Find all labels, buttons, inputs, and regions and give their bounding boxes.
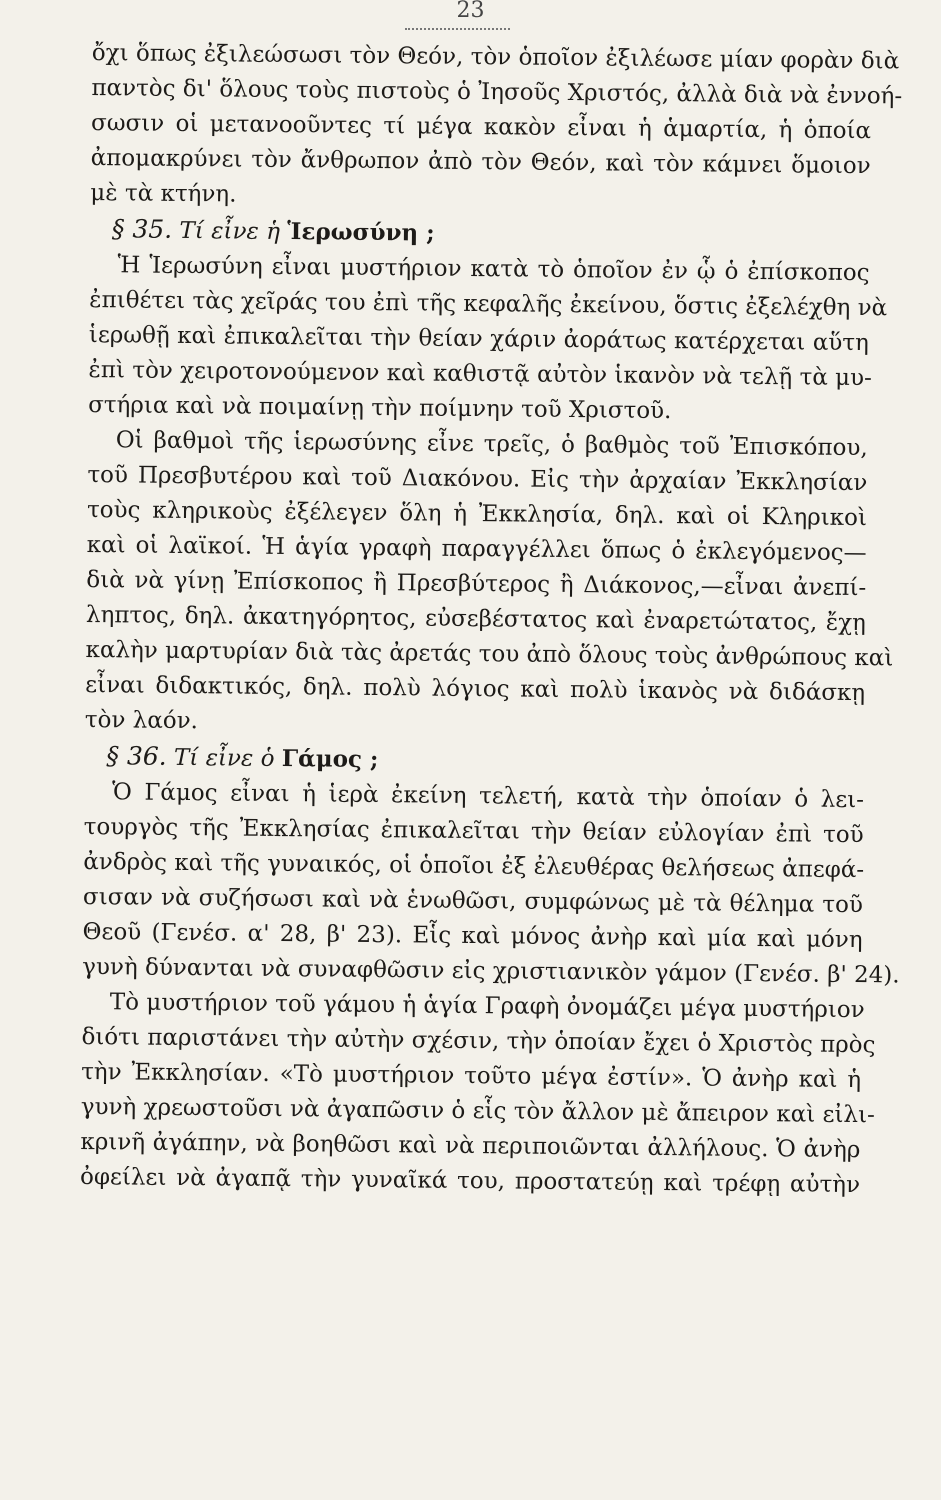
- text-line: ἱερωθῇ καὶ ἐπικαλεῖται τὴν θείαν χάριν ἀοράτως κατέρχεται αὕτη: [88, 321, 869, 357]
- text-line: ἐπὶ τὸν χειροτονούμενον καὶ καθιστᾷ αὐτὸν ἱκανὸν νὰ τελῇ τὰ μυ-: [88, 356, 872, 392]
- text-line: ἀπομακρύνει τὸν ἄνθρωπον ἀπὸ τὸν Θεόν, καὶ τὸν κάμνει ὅμοιον: [90, 144, 871, 180]
- text-line: κρινῆ ἀγάπην, νὰ βοηθῶσι καὶ νὰ περιποιῶνται ἀλλήλους. Ὁ ἀνὴρ: [80, 1128, 861, 1164]
- text-line: τοῦ Πρεσβυτέρου καὶ τοῦ Διακόνου. Εἰς τὴν ἀρχαίαν Ἐκκλησίαν: [87, 461, 868, 497]
- text-line: σισαν νὰ συζήσωσι καὶ νὰ ἑνωθῶσι, συμφώνως μὲ τὰ θέλημα τοῦ: [82, 883, 864, 919]
- text-line: ὀφείλει νὰ ἀγαπᾷ τὴν γυναῖκά του, προστατεύῃ καὶ τρέφῃ αὐτὴν: [79, 1163, 861, 1199]
- section-number: § 35.: [111, 214, 173, 244]
- text-line: γυνὴ χρεωστοῦσι νὰ ἀγαπῶσιν ὁ εἷς τὸν ἄλλον μὲ ἄπειρον καὶ εἰλι-: [80, 1093, 875, 1129]
- section-topic: Ἱερωσύνη ;: [287, 218, 435, 247]
- text-line: Τὸ μυστήριον τοῦ γάμου ἡ ἁγία Γραφὴ ὀνομάζει μέγα μυστήριον: [109, 989, 865, 1024]
- text-line: παντὸς δι' ὅλους τοὺς πιστοὺς ὁ Ἰησοῦς Χριστός, ἀλλὰ διὰ νὰ ἐννοή-: [91, 74, 903, 110]
- text-line: ληπτος, δηλ. ἀκατηγόρητος, εὐσεβέστατος καὶ ἐναρετώτατος, ἔχῃ: [85, 601, 867, 637]
- text-line: Θεοῦ (Γενέσ. α' 28, β' 23). Εἷς καὶ μόνος ἀνὴρ καὶ μία καὶ μόνη: [82, 918, 863, 954]
- text-line: γυνὴ δύνανται νὰ συναφθῶσιν εἰς χριστιανικὸν γάμον (Γενέσ. β' 24).: [82, 953, 900, 989]
- text-line: τουργὸς τῆς Ἐκκλησίας ἐπικαλεῖται τὴν θείαν εὐλογίαν ἐπὶ τοῦ: [83, 813, 864, 849]
- text-line: τὴν Ἐκκλησίαν. «Τὸ μυστήριον τοῦτο μέγα ἐστίν». Ὁ ἀνὴρ καὶ ἡ: [81, 1058, 862, 1094]
- section-question: Τί εἶνε ἡ: [179, 217, 281, 245]
- text-line: ἀνδρὸς καὶ τῆς γυναικός, οἱ ὁποῖοι ἐξ ἐλευθέρας θελήσεως ἀπεφά-: [83, 848, 865, 884]
- text-line: Ὁ Γάμος εἶναι ἡ ἱερὰ ἐκείνη τελετή, κατὰ τὴν ὁποίαν ὁ λει-: [111, 779, 865, 814]
- text-line: Οἱ βαθμοὶ τῆς ἱερωσύνης εἶνε τρεῖς, ὁ βαθμὸς τοῦ Ἐπισκόπου,: [115, 427, 868, 462]
- text-line: τοὺς κληρικοὺς ἐξέλεγεν ὅλη ἡ Ἐκκλησία, δηλ. καὶ οἱ Κληρικοὶ: [86, 496, 868, 532]
- text-line: στήρια καὶ νὰ ποιμαίνῃ τὴν ποίμνην τοῦ Χριστοῦ.: [87, 391, 672, 425]
- section-topic: Γάμος ;: [281, 745, 379, 774]
- section-number: § 36.: [106, 741, 167, 771]
- text-line: καλὴν μαρτυρίαν διὰ τὰς ἀρετάς του ἀπὸ ὅλους τοὺς ἀνθρώπους καὶ: [85, 636, 894, 672]
- text-line: τὸν λαόν.: [84, 706, 199, 735]
- page-body: [79, 36, 903, 1203]
- text-line: εἶναι διδακτικός, δηλ. πολὺ λόγιος καὶ πολὺ ἱκανὸς νὰ διδάσκῃ: [85, 671, 866, 707]
- text-line: ὄχι ὅπως ἐξιλεώσωσι τὸν Θεόν, τὸν ὁποῖον ἐξιλέωσε μίαν φορὰν διὰ: [91, 39, 900, 75]
- page-number: 23: [456, 0, 485, 23]
- header-rule: [405, 28, 510, 30]
- section-question: Τί εἶνε ὁ: [173, 744, 275, 772]
- text-line: μὲ τὰ κτήνη.: [90, 179, 237, 208]
- text-line: διότι παριστάνει τὴν αὐτὴν σχέσιν, τὴν ὁποίαν ἔχει ὁ Χριστὸς πρὸς: [81, 1023, 876, 1059]
- text-line: ἐπιθέτει τὰς χεῖράς του ἐπὶ τῆς κεφαλῆς ἐκείνου, ὅστις ἐξελέχθη νὰ: [89, 286, 888, 322]
- text-line: διὰ νὰ γίνῃ Ἐπίσκοπος ἢ Πρεσβύτερος ἢ Διάκονος,—εἶναι ἀνεπί-: [86, 566, 867, 602]
- text-line: Ἡ Ἱερωσύνη εἶναι μυστήριον κατὰ τὸ ὁποῖον ἐν ᾧ ὁ ἐπίσκοπος: [117, 252, 870, 287]
- text-line: καὶ οἱ λαϊκοί. Ἡ ἁγία γραφὴ παραγγέλλει ὅπως ὁ ἐκλεγόμενος—: [86, 531, 867, 567]
- text-line: σωσιν οἱ μετανοοῦντες τί μέγα κακὸν εἶναι ἡ ἁμαρτία, ἡ ὁποία: [90, 109, 872, 145]
